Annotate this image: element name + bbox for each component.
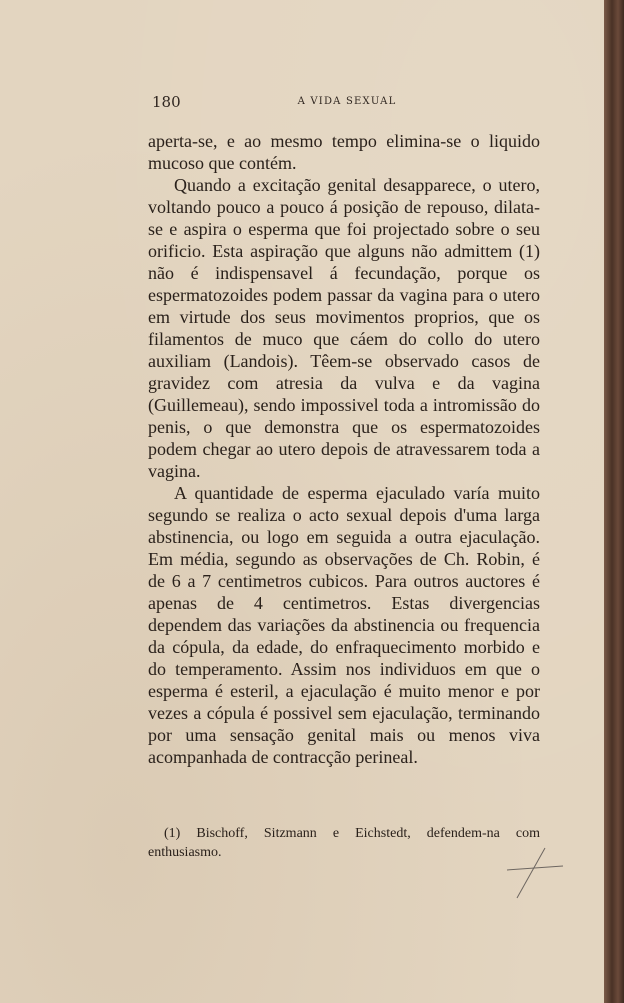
running-title: A VIDA SEXUAL [297, 96, 397, 107]
paragraph-quantity: A quantidade de esperma ejaculado varía muito segundo se realiza o acto sexual depois d'uma larga abstinencia, ou logo em seguida a outra ejaculação. Em média, segundo as observações de Ch. Robin, é de 6 a 7 centimetros cubicos. Para outros auctores é apenas de 4 centimetros. Estas divergencias dependem das variações da abstinencia ou frequencia da cópula, da edade, do enfraquecimento morbido e do temperamento. Assim nos individuos em que o esperma é esteril, a ejaculação é muito menor e por vezes a cópula é possivel sem ejaculação, terminando por uma sensação genital mais ou menos viva acompanhada de contracção perineal. [148, 483, 540, 767]
footnote [148, 824, 540, 862]
paragraph-continued: aperta-se, e ao mesmo tempo elimina-se o liquido mucoso que contém. [148, 131, 540, 173]
paragraph-aspiration: Quando a excitação genital desapparece, o utero, voltando pouco a pouco á posição de repouso, dilata-se e aspira o esperma que foi projectado sobre o seu orificio. Esta aspiração que alguns não admittem (1) não é indispensavel á fecundação, porque os espermatozoides podem passar da vagina para o utero em virtude dos seus movimentos proprios, que os filamentos de muco que cáem do collo do utero auxiliam (Landois). Têem-se observado casos de gravidez com atresia da vulva e da vagina (Guillemeau), sendo impossivel toda a intromissão do penis, o que demonstra que os espermatozoides podem chegar ao utero depois de atravessarem toda a vagina. [148, 175, 540, 481]
footnote-text: (1) Bischoff, Sitzmann e Eichstedt, defendem-na com enthusiasmo. [148, 826, 540, 860]
body-text [148, 130, 540, 768]
page-number: 180 [152, 93, 181, 111]
pencil-cross-mark [505, 840, 565, 910]
page-header [152, 93, 542, 115]
book-spine-edge [604, 0, 624, 1003]
